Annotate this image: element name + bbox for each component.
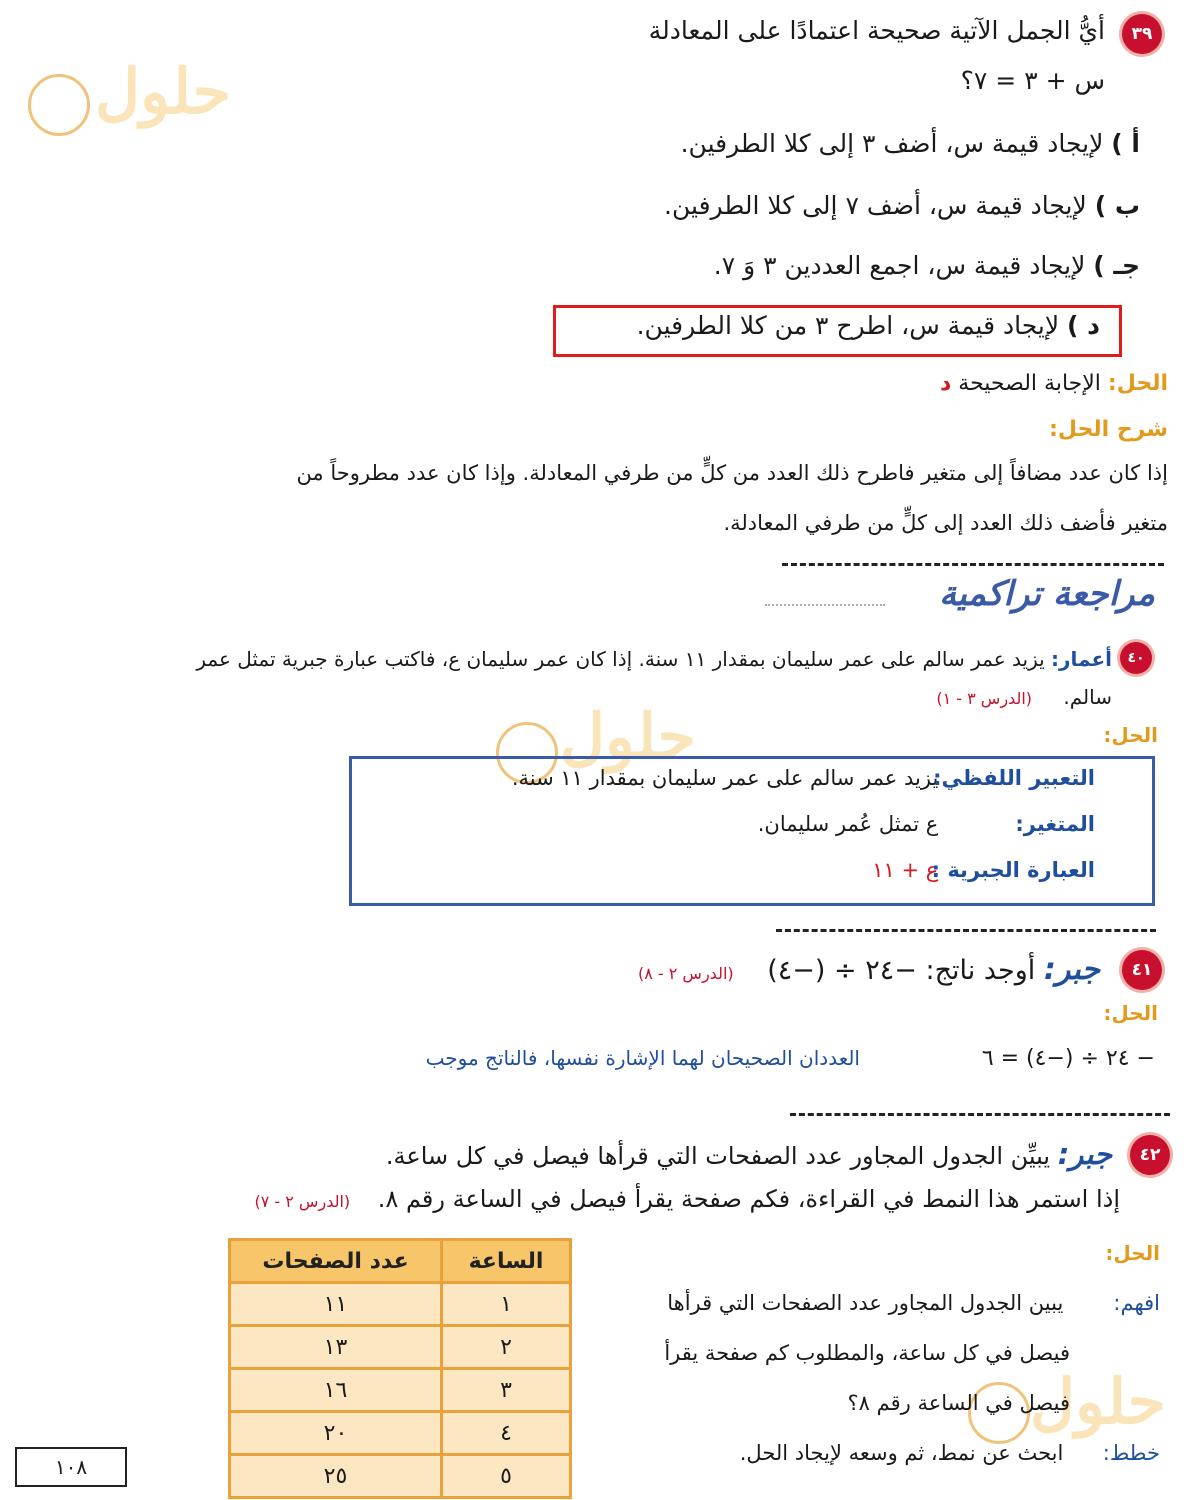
table-row [230, 1283, 571, 1326]
q39-solution [940, 370, 1168, 399]
option-text: لإيجاد قيمة س، أضف ٧ إلى كلا الطرفين. [664, 191, 1087, 220]
watermark-logo: حلول [560, 700, 696, 773]
pages-cell: ٢٠ [230, 1412, 442, 1455]
table-row [230, 1455, 571, 1498]
question-number-41: ٤١ [1122, 950, 1162, 990]
pages-table [228, 1238, 572, 1499]
verbal-row [512, 765, 1095, 792]
lesson-reference: (الدرس ٢ - ٧) [254, 1192, 351, 1211]
row-value: ع تمثل عُمر سليمان. [757, 812, 939, 836]
solution-label: الحل: [1107, 371, 1168, 396]
q40-text2: سالم. [1063, 685, 1112, 709]
divider [790, 1113, 1170, 1116]
plan-text: ابحث عن نمط، ثم وسعه لإيجاد الحل. [739, 1441, 1064, 1465]
question-number-40: ٤٠ [1120, 642, 1152, 674]
q39-line1: أيُّ الجمل الآتية صحيحة اعتمادًا على المعادلة [648, 16, 1105, 45]
q39-option-a [681, 128, 1140, 161]
q41-equation: − ٢٤ ÷ (−٤) = ٦ [981, 1046, 1155, 1071]
q40-line2 [936, 684, 1112, 710]
solution-answer: د [940, 371, 952, 396]
pages-cell: ٢٥ [230, 1455, 442, 1498]
solution-label: الحل: [1105, 1241, 1160, 1265]
watermark-icon [28, 74, 90, 136]
option-text: لإيجاد قيمة س، اجمع العددين ٣ وَ ٧. [713, 251, 1086, 280]
section-title: مراجعة تراكمية [939, 574, 1155, 614]
row-label: المتغير: [1015, 812, 1095, 836]
solution-label: الحل: [1103, 723, 1158, 747]
expression-row [872, 857, 1095, 884]
hour-cell: ٥ [442, 1455, 571, 1498]
divider [776, 929, 1156, 932]
row-value: يزيد عمر سالم على عمر سليمان بمقدار ١١ سنة. [511, 766, 939, 790]
explain-line1: إذا كان عدد مضافاً إلى متغير فاطرح ذلك العدد من كلٍّ من طرفي المعادلة. وإذا كان عدد مطروحاً من [296, 461, 1168, 485]
q41-topic: جبر: [1043, 952, 1100, 987]
q40-text: يزيد عمر سالم على عمر سليمان بمقدار ١١ سنة. إذا كان عمر سليمان ع، فاكتب عبارة جبرية تمثل عمر [196, 647, 1045, 671]
q39-option-c [714, 250, 1140, 283]
title-dotted-rule [765, 604, 885, 606]
table-row [230, 1369, 571, 1412]
q41-note: العددان الصحيحان لهما الإشارة نفسها، فالناتج موجب [425, 1046, 860, 1070]
row-label: التعبير اللفظي: [933, 766, 1095, 790]
hour-cell: ٤ [442, 1412, 571, 1455]
explain-label: شرح الحل: [1049, 417, 1168, 442]
q39-option-b [664, 190, 1140, 223]
option-letter: د ) [1067, 311, 1100, 340]
row-value: ع + ١١ [872, 858, 939, 882]
variable-row [758, 811, 1095, 838]
watermark-logo: حلول [1030, 1365, 1166, 1438]
lesson-reference: (الدرس ٣ - ١) [936, 689, 1033, 708]
solution-text: الإجابة الصحيحة [958, 371, 1101, 396]
page-number: ١٠٨ [15, 1447, 127, 1487]
option-letter: أ ) [1111, 129, 1140, 158]
hour-cell: ٣ [442, 1369, 571, 1412]
understand-line3: فيصل في الساعة رقم ٨؟ [847, 1391, 1070, 1415]
understand-line2: فيصل في كل ساعة، والمطلوب كم صفحة يقرأ [664, 1341, 1070, 1365]
table-header-row [230, 1240, 571, 1283]
q41-line [638, 950, 1100, 989]
plan-line [740, 1440, 1160, 1467]
explain-line2: متغير فأضف ذلك العدد إلى كلٍّ من طرفي المعادلة. [723, 511, 1168, 535]
solution-label: الحل: [1103, 1001, 1158, 1025]
option-letter: جـ ) [1093, 251, 1140, 280]
question-number-39: ٣٩ [1122, 14, 1162, 54]
header-pages: عدد الصفحات [230, 1240, 442, 1283]
q40-topic: أعمار: [1051, 647, 1112, 671]
q40-line1 [196, 646, 1112, 672]
row-label: العبارة الجبرية : [931, 858, 1095, 882]
header-hour: الساعة [442, 1240, 571, 1283]
watermark-logo: حلول [95, 55, 231, 128]
divider [782, 563, 1164, 566]
q42-text2: إذا استمر هذا النمط في القراءة، فكم صفحة يقرأ فيصل في الساعة رقم ٨. [377, 1185, 1120, 1213]
q42-line1 [386, 1136, 1112, 1174]
question-number-42: ٤٢ [1130, 1135, 1170, 1175]
table-row [230, 1412, 571, 1455]
option-letter: ب ) [1094, 191, 1140, 220]
understand-line1 [667, 1290, 1160, 1317]
q39-option-d [637, 310, 1100, 343]
pages-cell: ١٣ [230, 1326, 442, 1369]
hour-cell: ٢ [442, 1326, 571, 1369]
q41-text: أوجد ناتج: −٢٤ ÷ (−٤) [767, 955, 1036, 986]
q39-line2: س + ٣ = ٧؟ [960, 66, 1105, 95]
q42-topic: جبر: [1057, 1137, 1112, 1171]
option-text: لإيجاد قيمة س، اطرح ٣ من كلا الطرفين. [636, 311, 1060, 340]
pages-cell: ١٦ [230, 1369, 442, 1412]
q42-line2 [254, 1184, 1120, 1215]
understand-label: افهم: [1113, 1291, 1160, 1315]
option-text: لإيجاد قيمة س، أضف ٣ إلى كلا الطرفين. [680, 129, 1104, 158]
hour-cell: ١ [442, 1283, 571, 1326]
pages-cell: ١١ [230, 1283, 442, 1326]
lesson-reference: (الدرس ٢ - ٨) [637, 964, 734, 983]
q42-text: يبيِّن الجدول المجاور عدد الصفحات التي قرأها فيصل في كل ساعة. [385, 1142, 1051, 1170]
table-row [230, 1326, 571, 1369]
understand-text: يبين الجدول المجاور عدد الصفحات التي قرأها [667, 1291, 1064, 1315]
plan-label: خطط: [1102, 1441, 1160, 1465]
